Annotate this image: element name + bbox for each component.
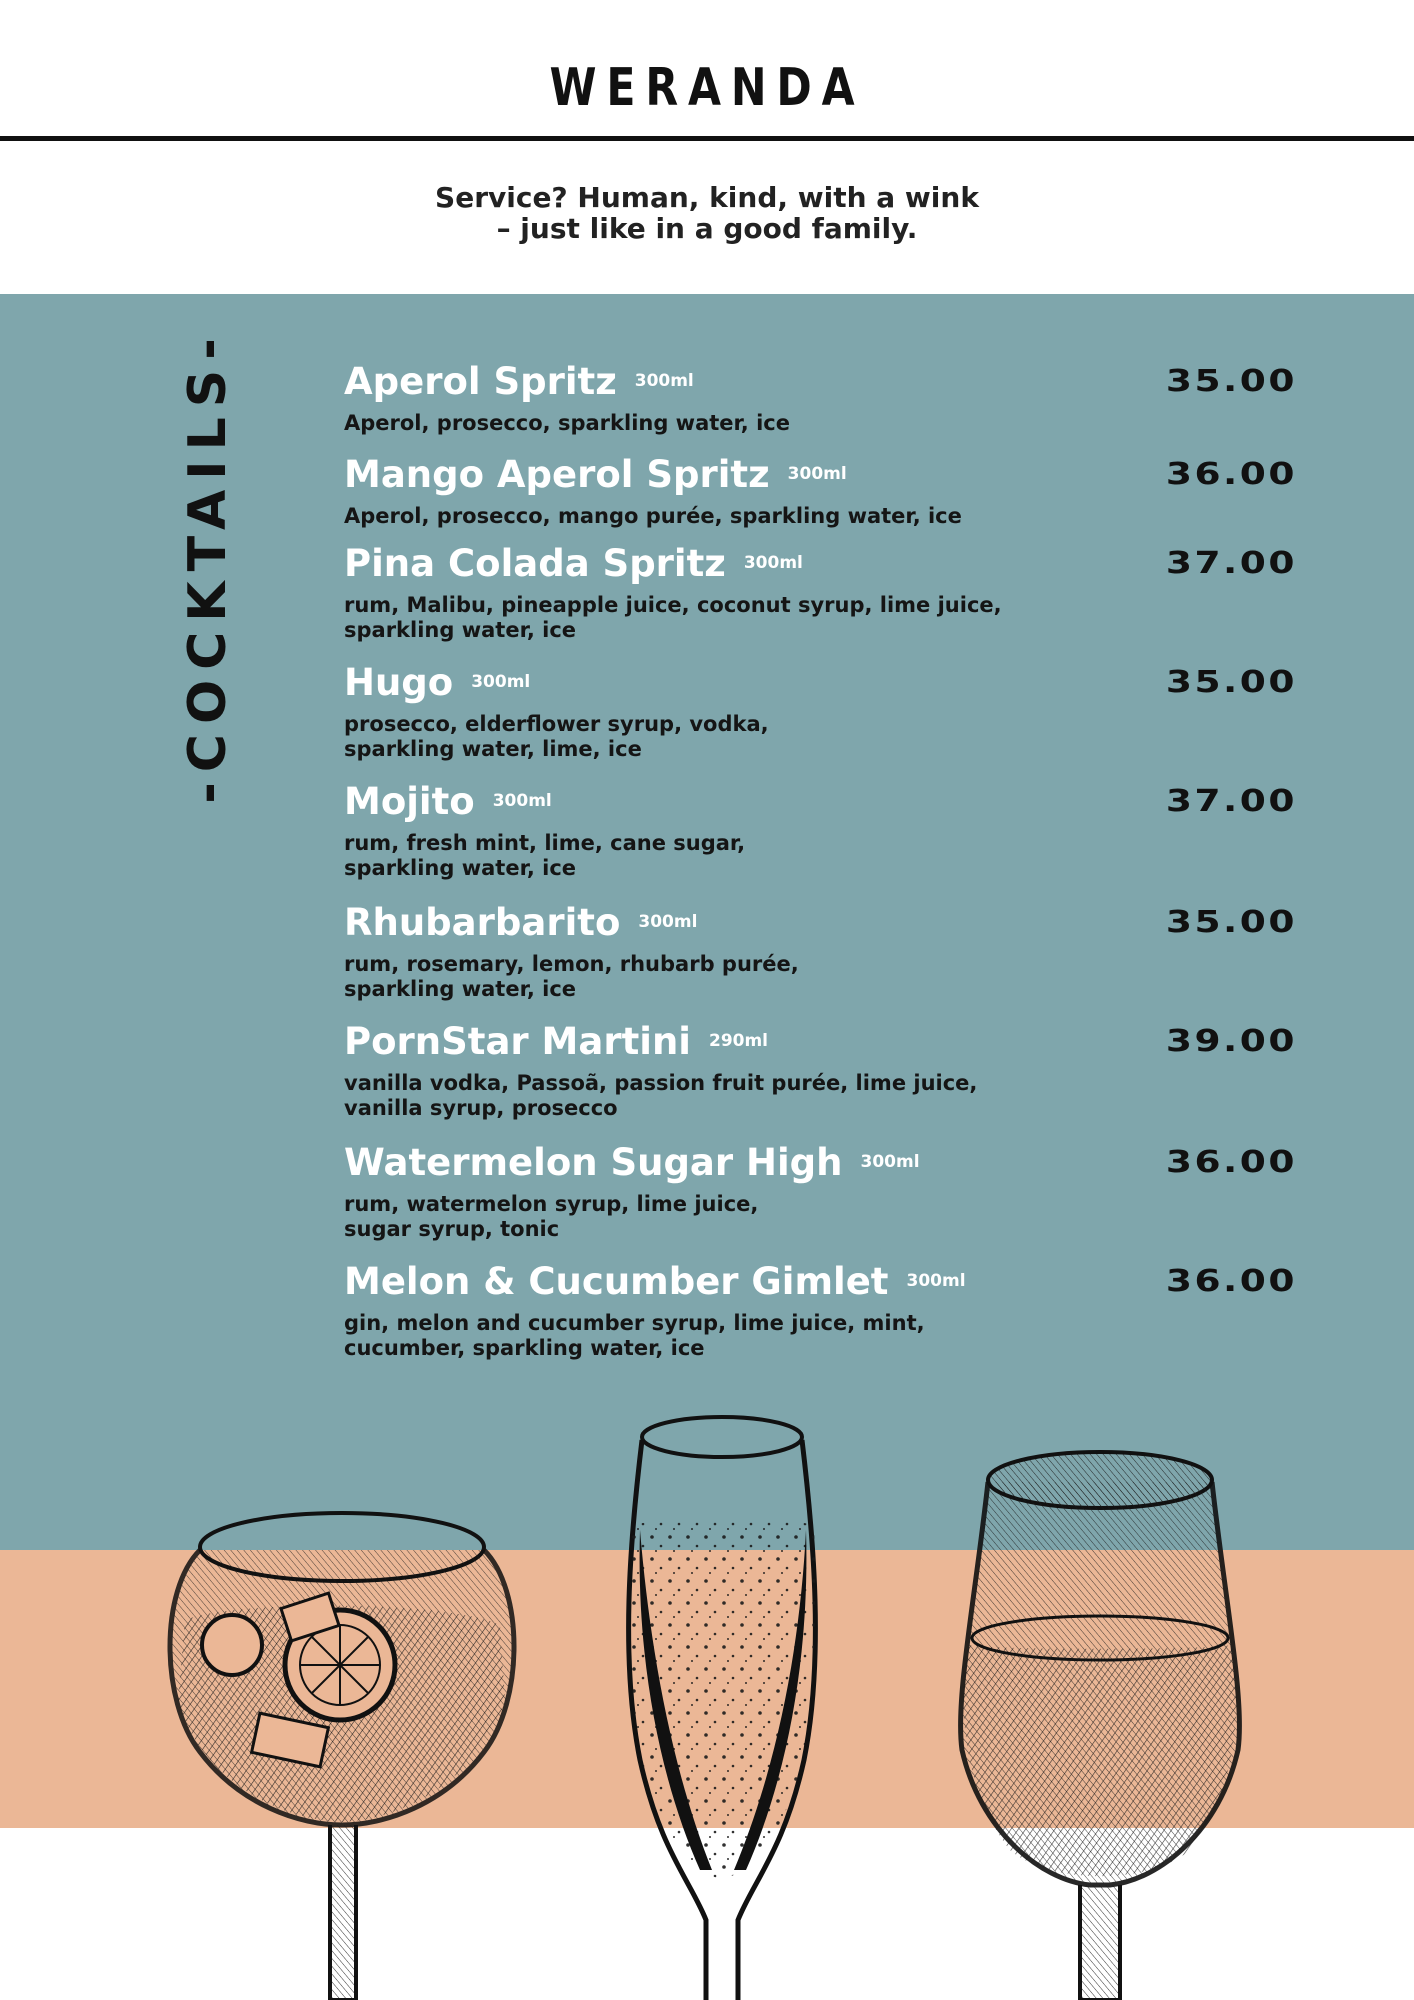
item-volume: 300ml bbox=[787, 464, 847, 484]
menu-item bbox=[344, 1020, 1344, 1121]
champagne-flute-icon bbox=[629, 1417, 816, 2000]
item-volume: 300ml bbox=[638, 912, 698, 932]
section-title-cocktails: -COCKTAILS- bbox=[178, 328, 238, 804]
item-description: vanilla vodka, Passoã, passion fruit purée, lime juice, vanilla syrup, prosecco bbox=[344, 1071, 978, 1120]
item-price: 37.00 bbox=[1165, 784, 1297, 819]
item-description: rum, rosemary, lemon, rhubarb purée, sparkling water, ice bbox=[344, 952, 799, 1001]
item-description: rum, Malibu, pineapple juice, coconut syrup, lime juice, sparkling water, ice bbox=[344, 593, 1002, 642]
item-name: Pina Colada Spritz bbox=[344, 542, 726, 585]
item-volume: 300ml bbox=[860, 1152, 920, 1172]
item-volume: 300ml bbox=[492, 791, 552, 811]
item-price: 36.00 bbox=[1165, 457, 1297, 492]
item-description: rum, fresh mint, lime, cane sugar, sparkling water, ice bbox=[344, 831, 746, 880]
item-volume: 300ml bbox=[906, 1271, 966, 1291]
menu-item bbox=[344, 780, 1344, 881]
header-divider bbox=[0, 136, 1414, 141]
glass-illustrations bbox=[0, 1400, 1414, 2000]
cocktail-glass-icon bbox=[170, 1513, 514, 2000]
tagline-line-1: Service? Human, kind, with a wink bbox=[435, 181, 979, 214]
item-name: PornStar Martini bbox=[344, 1020, 691, 1063]
wine-glass-icon bbox=[961, 1452, 1240, 2000]
item-description: gin, melon and cucumber syrup, lime juice, mint, cucumber, sparkling water, ice bbox=[344, 1311, 925, 1360]
menu-item bbox=[344, 1141, 1344, 1242]
item-price: 35.00 bbox=[1165, 665, 1297, 700]
item-name: Watermelon Sugar High bbox=[344, 1141, 843, 1184]
item-name: Hugo bbox=[344, 661, 454, 704]
item-price: 39.00 bbox=[1165, 1024, 1297, 1059]
item-name: Rhubarbarito bbox=[344, 901, 621, 944]
menu-item bbox=[344, 901, 1344, 1002]
menu-item bbox=[344, 661, 1344, 762]
item-name: Mojito bbox=[344, 780, 475, 823]
item-description: prosecco, elderflower syrup, vodka, sparkling water, lime, ice bbox=[344, 712, 769, 761]
item-name: Aperol Spritz bbox=[344, 360, 617, 403]
tagline bbox=[0, 182, 1414, 244]
menu-item bbox=[344, 1260, 1344, 1361]
tagline-line-2: – just like in a good family. bbox=[496, 212, 918, 245]
item-volume: 300ml bbox=[743, 553, 803, 573]
item-name: Mango Aperol Spritz bbox=[344, 453, 770, 496]
item-volume: 290ml bbox=[708, 1031, 769, 1051]
menu-header bbox=[0, 0, 1414, 140]
item-price: 36.00 bbox=[1165, 1145, 1297, 1180]
item-price: 36.00 bbox=[1165, 1264, 1297, 1299]
item-price: 35.00 bbox=[1165, 364, 1297, 399]
item-price: 37.00 bbox=[1165, 546, 1297, 581]
item-description: rum, watermelon syrup, lime juice, sugar syrup, tonic bbox=[344, 1192, 759, 1241]
brand-name: WERANDA bbox=[549, 58, 865, 118]
menu-item bbox=[344, 542, 1344, 643]
item-name: Melon & Cucumber Gimlet bbox=[344, 1260, 889, 1303]
item-volume: 300ml bbox=[634, 371, 694, 391]
menu-item bbox=[344, 453, 1344, 529]
item-description: Aperol, prosecco, mango purée, sparkling water, ice bbox=[344, 504, 962, 528]
item-description: Aperol, prosecco, sparkling water, ice bbox=[344, 411, 790, 435]
item-volume: 300ml bbox=[471, 672, 531, 692]
item-price: 35.00 bbox=[1165, 905, 1297, 940]
menu-item bbox=[344, 360, 1344, 436]
